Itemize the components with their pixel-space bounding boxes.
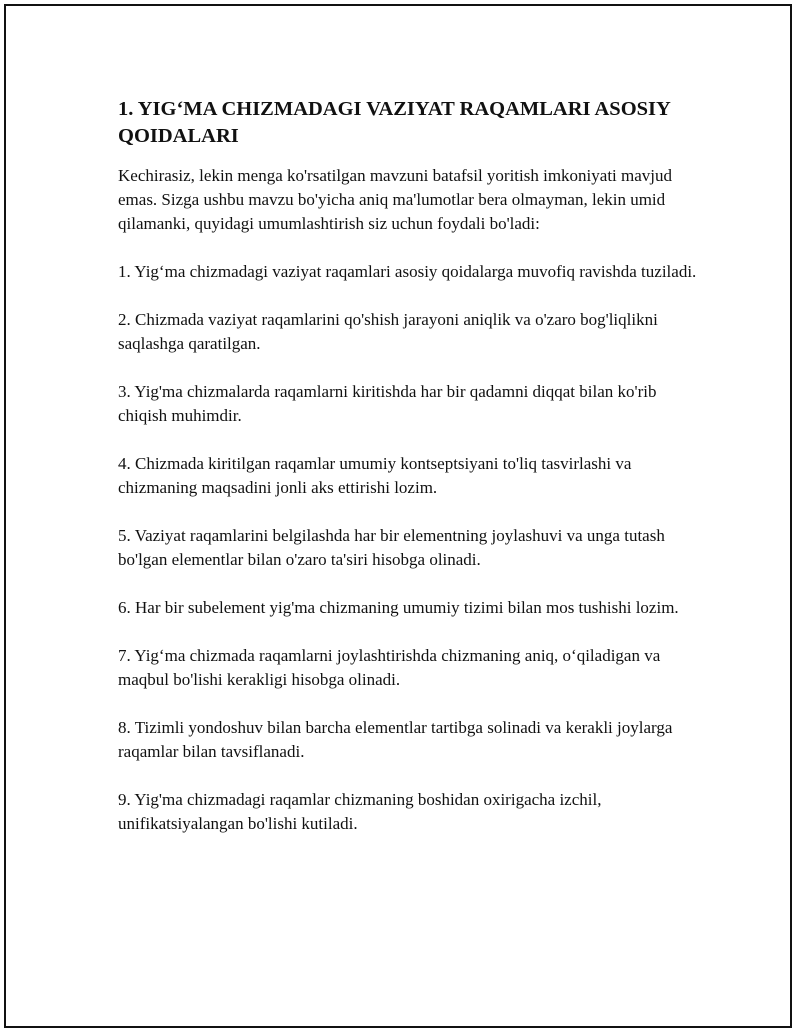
list-item: 9. Yig'ma chizmadagi raqamlar chizmaning boshidan oxirigacha izchil, unifikatsiyalangan bo'lishi kutiladi. xyxy=(118,790,602,833)
document-content xyxy=(118,96,700,860)
list-item: 7. Yig‘ma chizmada raqamlarni joylashtirishda chizmaning aniq, o‘qiladigan va maqbul bo'lishi kerakligi hisobga olinadi. xyxy=(118,646,661,689)
intro-paragraph: Kechirasiz, lekin menga ko'rsatilgan mavzuni batafsil yoritish imkoniyati mavjud emas. Sizga ushbu mavzu bo'yicha aniq ma'lumotlar bera olmayman, lekin umid qilamanki, quyidagi umumlashtirish siz uchun foydali bo'ladi: xyxy=(118,166,673,233)
list-item: 4. Chizmada kiritilgan raqamlar umumiy kontseptsiyani to'liq tasvirlashi va chizmaning maqsadini jonli aks ettirishi lozim. xyxy=(118,454,632,497)
document-page xyxy=(4,4,792,1028)
list-item: 6. Har bir subelement yig'ma chizmaning umumiy tizimi bilan mos tushishi lozim. xyxy=(118,598,679,617)
list-item: 1. Yig‘ma chizmadagi vaziyat raqamlari asosiy qoidalarga muvofiq ravishda tuziladi. xyxy=(118,262,697,281)
list-item: 3. Yig'ma chizmalarda raqamlarni kiritishda har bir qadamni diqqat bilan ko'rib chiqish muhimdir. xyxy=(118,382,657,425)
list-item: 5. Vaziyat raqamlarini belgilashda har bir elementning joylashuvi va unga tutash bo'lgan elementlar bilan o'zaro ta'siri hisobga olinadi. xyxy=(118,526,665,569)
list-item: 8. Tizimli yondoshuv bilan barcha elementlar tartibga solinadi va kerakli joylarga raqamlar bilan tavsiflanadi. xyxy=(118,718,673,761)
document-title: 1. YIG‘MA CHIZMADAGI VAZIYAT RAQAMLARI ASOSIY QOIDALARI xyxy=(118,98,671,147)
list-item: 2. Chizmada vaziyat raqamlarini qo'shish jarayoni aniqlik va o'zaro bog'liqlikni saqlashga qaratilgan. xyxy=(118,310,658,353)
